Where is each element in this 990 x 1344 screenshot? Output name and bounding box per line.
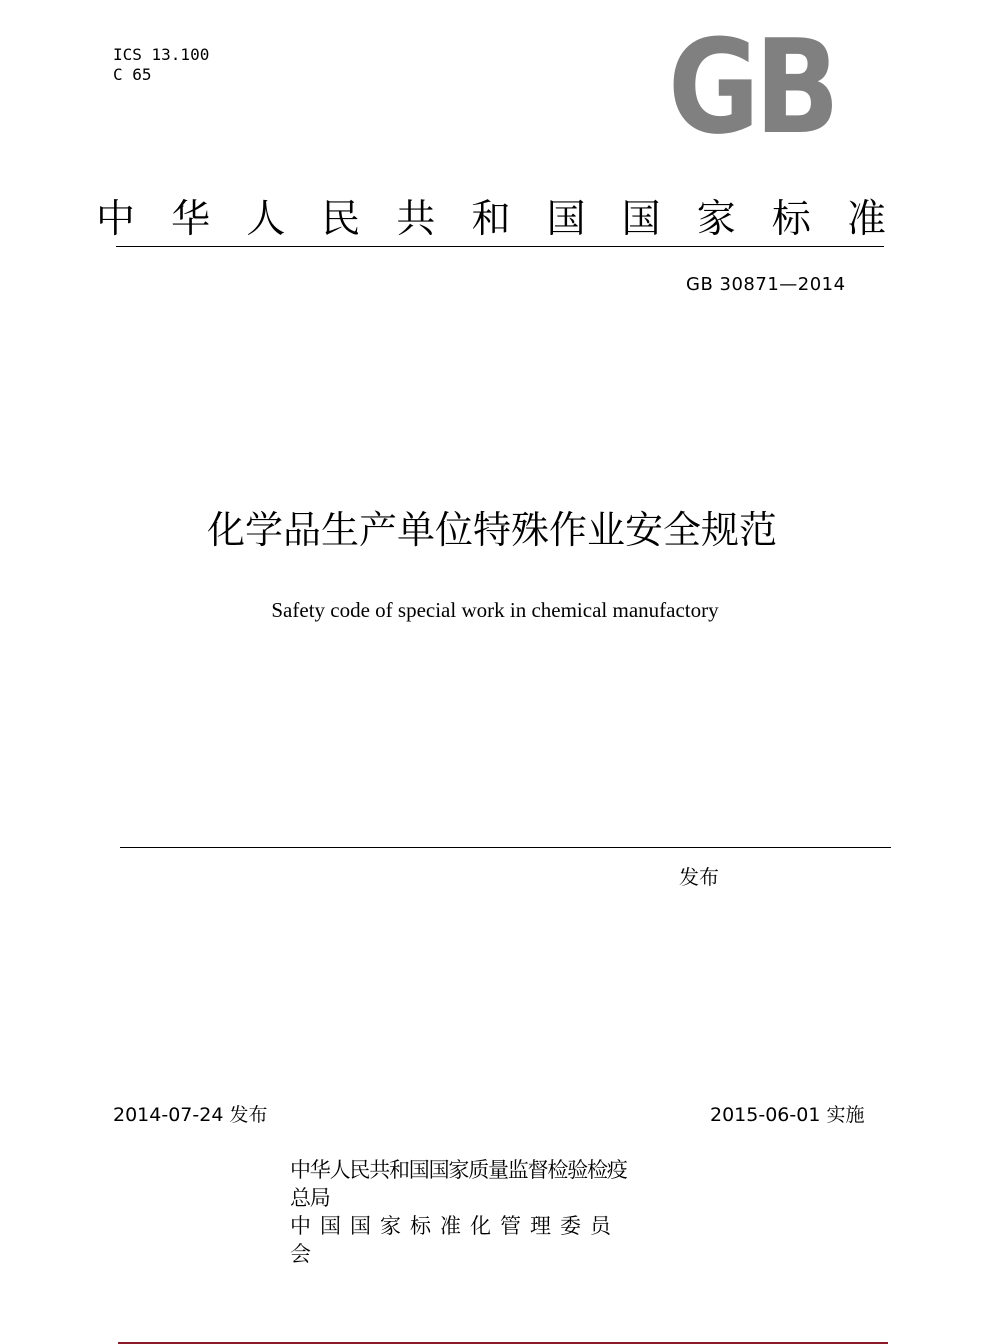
effective-date: 2015-06-01 实施 — [710, 1104, 865, 1126]
document-title-chinese: 化学品生产单位特殊作业安全规范 — [206, 508, 777, 552]
national-standard-heading — [96, 196, 886, 244]
heading-char: 家 — [696, 197, 736, 242]
heading-char: 和 — [471, 197, 511, 242]
ccs-code: C 65 — [113, 65, 152, 84]
heading-char: 中 — [96, 197, 136, 242]
standard-number: GB 30871—2014 — [686, 274, 846, 295]
issue-date: 2014-07-24 发布 — [113, 1104, 268, 1126]
header-divider — [116, 246, 884, 247]
heading-char: 国 — [621, 197, 661, 242]
document-title-english: Safety code of special work in chemical manufactory — [271, 598, 719, 622]
issuer-line: 中国国家标准化管理委员会 — [290, 1214, 620, 1266]
issuing-authorities — [290, 1156, 632, 1266]
ics-code: ICS 13.100 — [113, 45, 210, 64]
heading-char: 国 — [546, 197, 586, 242]
heading-char: 华 — [171, 197, 211, 242]
heading-char: 民 — [321, 197, 361, 242]
heading-char: 准 — [846, 197, 886, 242]
heading-char: 共 — [396, 197, 436, 242]
gb-logo: GB — [668, 11, 835, 163]
issuer-line: 中华人民共和国国家质量监督检验检疫总局 — [290, 1158, 627, 1210]
middle-divider — [120, 847, 891, 848]
heading-char: 标 — [771, 197, 811, 242]
publish-label: 发布 — [679, 865, 719, 889]
classification-codes — [113, 45, 209, 85]
heading-char: 人 — [246, 197, 286, 242]
